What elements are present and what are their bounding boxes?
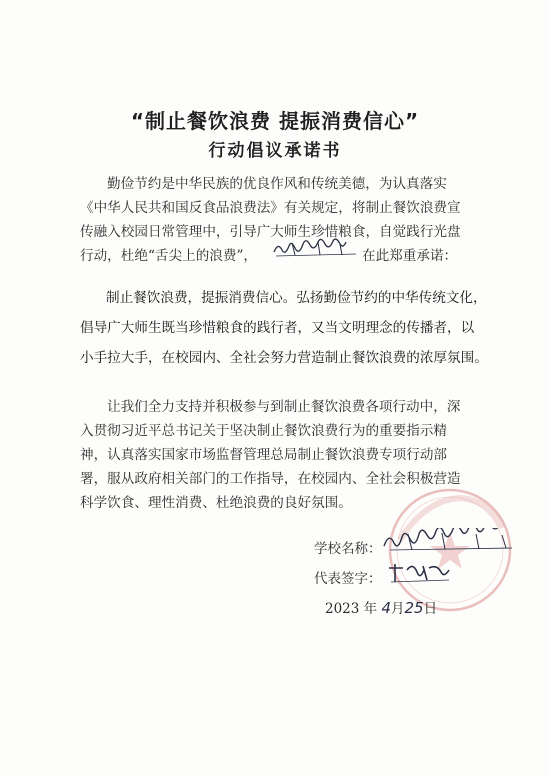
school-name-label: 学校名称：: [314, 541, 382, 557]
support-line-5: 科学饮食、理性消费、杜绝浪费的良好氛围。: [80, 495, 352, 511]
intro-line-2: 《中华人民共和国反食品浪费法》有关规定，将制止餐饮浪费宣: [80, 200, 461, 216]
representative-row: [314, 567, 382, 587]
date-day-unit: 日: [423, 601, 438, 617]
date-month: 4: [381, 599, 391, 617]
signing-date: [325, 597, 437, 617]
school-name-row: [314, 537, 382, 557]
document-title: “制止餐饮浪费 提振消费信心”: [130, 109, 420, 133]
handwritten-school-name: [270, 238, 362, 260]
support-line-4: 署，服从政府相关部门的工作指导，在校园内、全社会积极营造: [80, 471, 461, 487]
intro-line-1: 勤俭节约是中华民族的优良作风和传统美德，为认真落实: [107, 176, 447, 192]
date-year: 2023 年: [325, 601, 378, 617]
date-day: 25: [404, 599, 424, 617]
support-line-3: 神，认真落实国家市场监督管理总局制止餐饮浪费专项行动部: [80, 447, 448, 463]
commitment-line-1: 制止餐饮浪费，提振消费信心。弘扬勤俭节约的中华传统文化，: [106, 290, 487, 306]
intro-line-4: 行动，杜绝“舌尖上的浪费”，: [80, 248, 258, 264]
support-line-2: 入贯彻习近平总书记关于坚决制止餐饮浪费行为的重要指示精: [80, 423, 448, 439]
document-subtitle: 行动倡议承诺书: [208, 141, 342, 161]
handwritten-school-signature: [380, 528, 520, 556]
date-month-unit: 月: [391, 601, 405, 617]
intro-line-3: 传融入校园日常管理中，引导广大师生珍惜粮食，自觉践行光盘: [80, 224, 461, 240]
commitment-line-2: 倡导广大师生既当珍惜粮食的践行者，又当文明理念的传播者，以: [80, 320, 475, 336]
handwritten-representative-signature: [385, 560, 455, 586]
intro-line-5: 在此郑重承诺：: [362, 248, 458, 264]
commitment-line-3: 小手拉大手，在校园内、全社会努力营造制止餐饮浪费的浓厚氛围。: [80, 350, 488, 366]
support-line-1: 让我们全力支持并积极参与到制止餐饮浪费各项行动中，深: [107, 399, 461, 415]
representative-label: 代表签字：: [314, 571, 382, 587]
